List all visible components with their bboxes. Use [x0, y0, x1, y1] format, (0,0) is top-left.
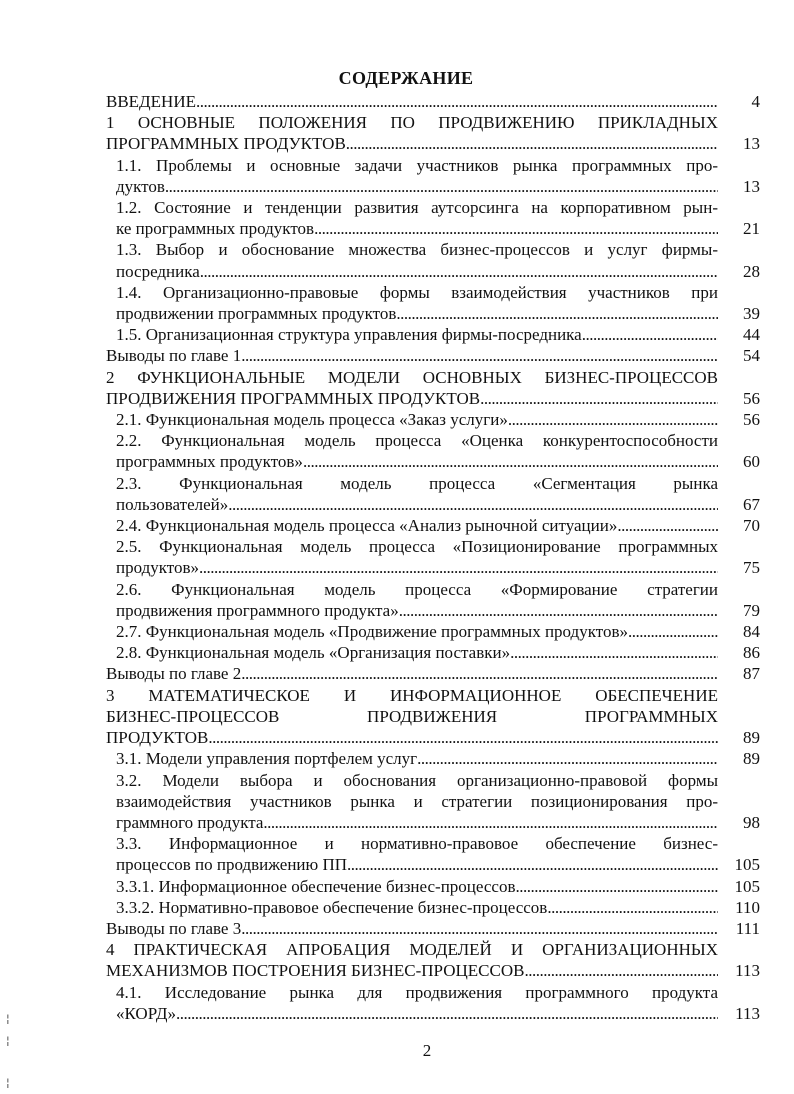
toc-entry-line-text: 3.3. Информационное и нормативно-правовое обеспечение бизнес- — [116, 834, 718, 854]
toc-entry-text — [116, 982, 718, 1024]
toc-entry-line — [106, 388, 718, 409]
dot-leader — [347, 854, 718, 875]
toc-entry-page: 21 — [743, 219, 760, 239]
dot-leader — [510, 642, 718, 663]
toc-entry-line-text: «КОРД» — [116, 1003, 176, 1023]
toc-entry-line — [106, 918, 718, 939]
toc-entry-line-text: МЕХАНИЗМОВ ПОСТРОЕНИЯ БИЗНЕС-ПРОЦЕССОВ — [106, 961, 525, 981]
toc-entry — [106, 982, 760, 1024]
toc-entry-line — [116, 218, 718, 239]
toc-entry-line-text: 1.1. Проблемы и основные задачи участников рынка программных про- — [116, 155, 718, 175]
toc-entry-line-text: 3.1. Модели управления портфелем услуг — [116, 749, 418, 769]
toc-entry-line — [116, 515, 718, 536]
toc-entry-line-text: продвижении программных продуктов — [116, 304, 397, 324]
toc-entry-line — [116, 451, 718, 472]
toc-entry-text — [116, 197, 718, 239]
toc-entry-page: 110 — [735, 897, 760, 917]
toc-entry-line-text: процессов по продвижению ПП — [116, 855, 348, 875]
toc-entry — [106, 642, 760, 663]
toc-entry-line — [106, 960, 718, 981]
toc-entry-line — [116, 812, 718, 833]
toc-entry-line-text: ПРОГРАММНЫХ ПРОДУКТОВ — [106, 134, 346, 154]
toc-entry-line — [116, 282, 718, 303]
toc-entry-page: 89 — [743, 749, 760, 769]
toc-entry-line — [106, 112, 718, 133]
toc-entry-line-text: Выводы по главе 2 — [106, 664, 242, 684]
toc-entry-line-text: 2.5. Функциональная модель процесса «Позиционирование программных — [116, 537, 718, 557]
table-of-contents — [106, 91, 760, 1024]
dot-leader — [303, 451, 718, 472]
toc-entry-page: 67 — [743, 494, 760, 514]
toc-entry-line-text: 4.1. Исследование рынка для продвижения программного продукта — [116, 982, 718, 1002]
toc-entry — [106, 579, 760, 621]
toc-entry-page: 56 — [743, 410, 760, 430]
toc-entry — [106, 91, 760, 112]
dot-leader — [200, 261, 718, 282]
toc-entry-line — [106, 939, 718, 960]
dot-leader — [228, 494, 718, 515]
dot-leader — [617, 515, 718, 536]
dot-leader — [547, 897, 718, 918]
toc-entry-text — [116, 833, 718, 875]
toc-entry-line-text: 1.5. Организационная структура управления фирмы-посредника — [116, 325, 582, 345]
toc-entry-line — [116, 791, 718, 812]
toc-entry-line-text: 1.3. Выбор и обоснование множества бизнес-процессов и услуг фирмы- — [116, 240, 718, 260]
toc-entry-page: 54 — [743, 346, 760, 366]
toc-entry-page: 56 — [743, 388, 760, 408]
dot-leader — [165, 176, 718, 197]
dot-leader — [515, 876, 718, 897]
toc-entry — [106, 897, 760, 918]
toc-entry — [106, 155, 760, 197]
toc-entry-line — [116, 239, 718, 260]
toc-entry-line-text: 3.2. Модели выбора и обоснования организационно-правовой формы — [116, 770, 718, 790]
toc-entry — [106, 770, 760, 834]
toc-entry-text — [116, 642, 718, 663]
toc-entry-line — [116, 303, 718, 324]
toc-entry-page: 28 — [743, 261, 760, 281]
toc-entry-line — [116, 748, 718, 769]
scan-margin-mark-icon: ¦ — [6, 1012, 10, 1025]
toc-entry-line-text: ПРОДВИЖЕНИЯ ПРОГРАММНЫХ ПРОДУКТОВ — [106, 388, 481, 408]
toc-entry-page: 113 — [735, 961, 760, 981]
toc-entry-line — [106, 91, 718, 112]
toc-entry-line — [116, 642, 718, 663]
toc-entry-page: 111 — [735, 918, 760, 938]
toc-entry-line-text: Выводы по главе 3 — [106, 918, 242, 938]
toc-entry-line-text: Выводы по главе 1 — [106, 346, 242, 366]
toc-entry-line-text: 2.7. Функциональная модель «Продвижение программных продуктов» — [116, 622, 628, 642]
toc-entry — [106, 473, 760, 515]
dot-leader — [346, 133, 718, 154]
toc-entry-line-text: 2.6. Функциональная модель процесса «Формирование стратегии — [116, 579, 718, 599]
toc-entry-page: 105 — [734, 876, 760, 896]
toc-entry-line — [116, 770, 718, 791]
toc-entry-line-text: 2.4. Функциональная модель процесса «Анализ рыночной ситуации» — [116, 516, 618, 536]
toc-entry-line-text: 2.3. Функциональная модель процесса «Сегментация рынка — [116, 473, 718, 493]
dot-leader — [314, 218, 718, 239]
dot-leader — [396, 303, 718, 324]
toc-entry-page: 84 — [743, 622, 760, 642]
toc-entry-line — [116, 176, 718, 197]
toc-entry-line — [116, 557, 718, 578]
toc-entry — [106, 409, 760, 430]
toc-entry-line — [116, 579, 718, 600]
toc-entry-line — [106, 367, 718, 388]
toc-entry-line-text: продуктов» — [116, 558, 200, 578]
scan-margin-mark-icon: ¦ — [6, 1076, 10, 1089]
toc-entry-line-text: БИЗНЕС-ПРОЦЕССОВ ПРОДВИЖЕНИЯ ПРОГРАММНЫХ — [106, 706, 718, 726]
toc-entry-line-text: 2.1. Функциональная модель процесса «Заказ услуги» — [116, 410, 508, 430]
dot-leader — [241, 345, 718, 366]
toc-entry-page: 44 — [743, 325, 760, 345]
toc-entry-line-text: ВВЕДЕНИЕ — [106, 92, 196, 111]
toc-entry-line — [116, 600, 718, 621]
toc-entry — [106, 918, 760, 939]
toc-entry-line-text: граммного продукта — [116, 812, 264, 832]
toc-entry-line-text: взаимодействия участников рынка и стратегии позиционирования про- — [116, 791, 718, 811]
toc-entry-text — [116, 770, 718, 834]
toc-entry-text — [106, 918, 718, 939]
toc-entry — [106, 876, 760, 897]
toc-entry-text — [116, 430, 718, 472]
toc-entry-line-text: пользователей» — [116, 494, 229, 514]
toc-entry-text — [106, 112, 718, 154]
toc-entry-line — [116, 155, 718, 176]
toc-entry-line — [116, 897, 718, 918]
toc-entry-page: 4 — [751, 92, 760, 111]
toc-entry-line — [116, 982, 718, 1003]
toc-entry-line — [116, 409, 718, 430]
toc-entry-line — [106, 663, 718, 684]
toc-entry — [106, 939, 760, 981]
toc-entry-page: 86 — [743, 643, 760, 663]
scan-margin-mark-icon: ¦ — [6, 1034, 10, 1047]
toc-entry-line — [106, 133, 718, 154]
dot-leader — [208, 727, 718, 748]
dot-leader — [199, 557, 718, 578]
toc-entry-page: 13 — [743, 134, 760, 154]
toc-entry — [106, 621, 760, 642]
dot-leader — [241, 918, 718, 939]
toc-entry-line — [116, 261, 718, 282]
toc-entry — [106, 663, 760, 684]
toc-entry — [106, 833, 760, 875]
toc-entry-line-text: 3.3.1. Информационное обеспечение бизнес-процессов — [116, 876, 516, 896]
toc-entry-line-text: программных продуктов» — [116, 452, 303, 472]
toc-entry — [106, 324, 760, 345]
toc-entry — [106, 748, 760, 769]
toc-entry-line — [116, 621, 718, 642]
toc-entry-page: 13 — [743, 176, 760, 196]
toc-entry-text — [116, 515, 718, 536]
dot-leader — [399, 600, 718, 621]
toc-entry-line — [116, 833, 718, 854]
page-title: СОДЕРЖАНИЕ — [338, 68, 474, 88]
toc-entry-page: 113 — [735, 1003, 760, 1023]
toc-entry-line-text: ПРОДУКТОВ — [106, 728, 209, 748]
dot-leader — [524, 960, 718, 981]
toc-entry-line-text: 1.4. Организационно-правовые формы взаимодействия участников при — [116, 282, 718, 302]
toc-entry-page: 39 — [743, 304, 760, 324]
toc-entry-text — [106, 663, 718, 684]
toc-entry — [106, 367, 760, 409]
toc-entry-page: 87 — [743, 664, 760, 684]
dot-leader — [480, 388, 718, 409]
toc-entry-line-text: 3.3.2. Нормативно-правовое обеспечение бизнес-процессов — [116, 897, 548, 917]
toc-entry-line-text: 2.8. Функциональная модель «Организация поставки» — [116, 643, 511, 663]
toc-entry-line — [106, 345, 718, 366]
toc-entry-page: 105 — [734, 855, 760, 875]
toc-entry-line — [116, 854, 718, 875]
toc-entry-line-text: 4 ПРАКТИЧЕСКАЯ АПРОБАЦИЯ МОДЕЛЕЙ И ОРГАНИЗАЦИОННЫХ — [106, 940, 718, 960]
toc-entry-text — [116, 473, 718, 515]
toc-entry-page: 75 — [743, 558, 760, 578]
toc-entry — [106, 282, 760, 324]
toc-entry-text — [116, 897, 718, 918]
toc-entry-text — [116, 282, 718, 324]
toc-entry — [106, 536, 760, 578]
toc-entry-page: 70 — [743, 516, 760, 536]
dot-leader — [196, 91, 718, 112]
dot-leader — [263, 812, 718, 833]
dot-leader — [508, 409, 718, 430]
toc-entry-text — [106, 367, 718, 409]
toc-entry-text — [116, 239, 718, 281]
toc-entry-line-text: 2 ФУНКЦИОНАЛЬНЫЕ МОДЕЛИ ОСНОВНЫХ БИЗНЕС-ПРОЦЕССОВ — [106, 367, 718, 387]
toc-entry-page: 79 — [743, 600, 760, 620]
dot-leader — [417, 748, 718, 769]
toc-entry-text — [116, 621, 718, 642]
toc-entry-line — [116, 473, 718, 494]
toc-entry-text — [116, 324, 718, 345]
toc-entry-line-text: 3 МАТЕМАТИЧЕСКОЕ И ИНФОРМАЦИОННОЕ ОБЕСПЕЧЕНИЕ — [106, 685, 718, 705]
toc-entry — [106, 239, 760, 281]
toc-entry-line — [116, 876, 718, 897]
toc-entry-text — [116, 579, 718, 621]
toc-entry-line — [106, 685, 718, 706]
dot-leader — [176, 1003, 718, 1024]
toc-entry-line-text: 2.2. Функциональная модель процесса «Оценка конкурентоспособности — [116, 431, 718, 451]
toc-entry-line — [116, 430, 718, 451]
toc-entry-line — [106, 706, 718, 727]
toc-entry-text — [116, 155, 718, 197]
toc-entry-text — [116, 409, 718, 430]
toc-entry-line-text: посредника — [116, 261, 200, 281]
toc-entry-line — [116, 494, 718, 515]
dot-leader — [628, 621, 718, 642]
toc-entry-text — [106, 685, 718, 749]
toc-entry-page: 60 — [743, 452, 760, 472]
toc-entry — [106, 112, 760, 154]
toc-entry — [106, 685, 760, 749]
toc-entry-text — [116, 536, 718, 578]
page-number: 2 — [422, 1041, 432, 1060]
toc-entry-text — [116, 748, 718, 769]
dot-leader — [582, 324, 718, 345]
toc-entry-text — [106, 345, 718, 366]
toc-entry — [106, 430, 760, 472]
toc-entry-line-text: ке программных продуктов — [116, 219, 315, 239]
toc-entry-text — [106, 91, 718, 112]
toc-entry-text — [106, 939, 718, 981]
toc-entry-text — [116, 876, 718, 897]
toc-entry-line — [116, 536, 718, 557]
toc-entry — [106, 197, 760, 239]
toc-entry-line-text: дуктов — [116, 176, 165, 196]
toc-entry-line — [116, 1003, 718, 1024]
toc-entry-line — [116, 324, 718, 345]
toc-entry-line-text: 1.2. Состояние и тенденции развития аутсорсинга на корпоративном рын- — [116, 198, 718, 218]
toc-entry-line-text: продвижения программного продукта» — [116, 600, 399, 620]
toc-entry — [106, 345, 760, 366]
toc-entry-page: 98 — [743, 812, 760, 832]
dot-leader — [241, 663, 718, 684]
toc-entry-line-text: 1 ОСНОВНЫЕ ПОЛОЖЕНИЯ ПО ПРОДВИЖЕНИЮ ПРИКЛАДНЫХ — [106, 113, 718, 133]
toc-entry-line — [106, 727, 718, 748]
toc-entry — [106, 515, 760, 536]
toc-entry-page: 89 — [743, 728, 760, 748]
toc-entry-line — [116, 197, 718, 218]
